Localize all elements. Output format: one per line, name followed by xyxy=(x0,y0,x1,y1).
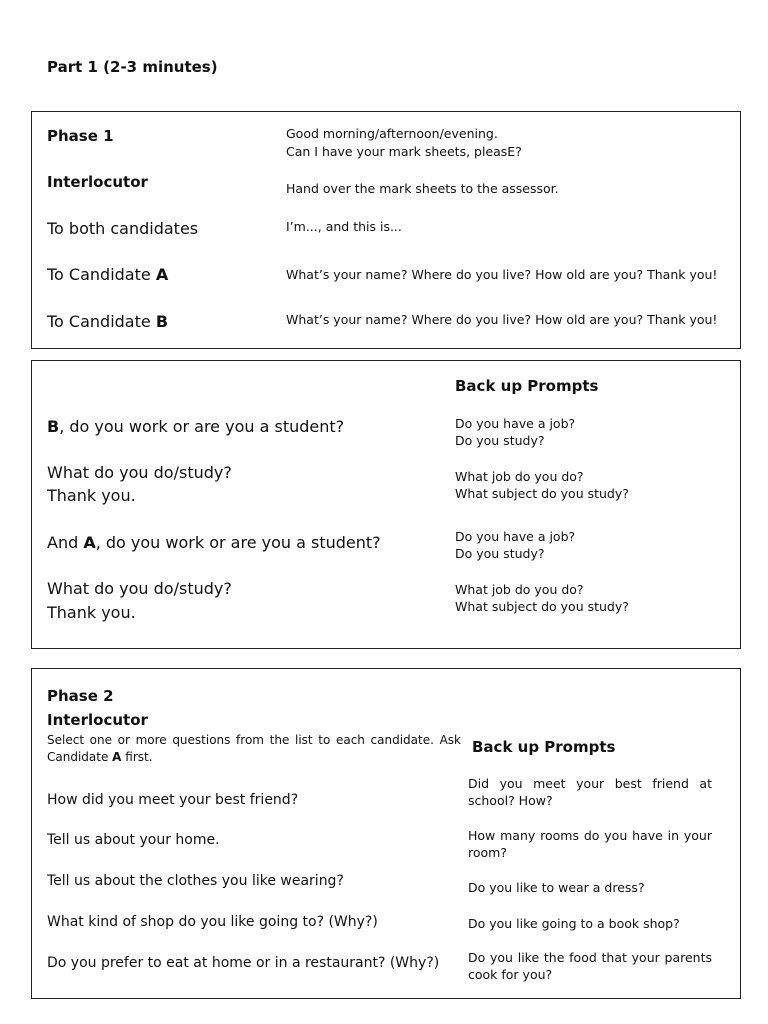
greeting-line1: Good morning/afternoon/evening. xyxy=(286,126,498,141)
page-title: Part 1 (2-3 minutes) xyxy=(47,58,218,76)
question-do-study: What do you do/study? xyxy=(47,463,232,482)
backup-prompts-heading: Back up Prompts xyxy=(472,738,616,756)
question-eat: Do you prefer to eat at home or in a restaurant? (Why?) xyxy=(47,955,440,971)
prompt-book-shop: Do you like going to a book shop? xyxy=(468,916,680,931)
prompt-rooms: How many rooms do you have in your room? xyxy=(468,828,712,860)
question-shop: What kind of shop do you like going to? (Why?) xyxy=(47,914,378,930)
question-home: Tell us about your home. xyxy=(47,832,220,848)
backup-prompts-heading: Back up Prompts xyxy=(455,377,599,395)
candidate-b-label: To Candidate B xyxy=(47,312,169,331)
prompt-what-job: What job do you do? xyxy=(455,469,584,484)
prompt-best-friend: Did you meet your best friend at school? How? xyxy=(468,776,712,808)
prompt-what-subject: What subject do you study? xyxy=(455,486,629,501)
work-study-box xyxy=(31,360,741,649)
phase2-heading: Phase 2 xyxy=(47,687,114,705)
handover-text: Hand over the mark sheets to the assessor. xyxy=(286,181,559,196)
candidate-a-text: What’s your name? Where do you live? How old are you? Thank you! xyxy=(286,267,718,282)
prompt-study: Do you study? xyxy=(455,546,545,561)
phase2-instructions: Select one or more questions from the list to each candidate. Ask Candidate A first. xyxy=(47,733,461,764)
question-do-study: What do you do/study? xyxy=(47,579,232,598)
prompt-job: Do you have a job? xyxy=(455,416,576,431)
question-clothes: Tell us about the clothes you like wearing? xyxy=(47,873,344,889)
prompt-what-job: What job do you do? xyxy=(455,582,584,597)
candidate-a-label: To Candidate A xyxy=(47,265,169,284)
prompt-job: Do you have a job? xyxy=(455,529,576,544)
greeting-line2: Can I have your mark sheets, pleasE? xyxy=(286,144,522,159)
prompt-what-subject: What subject do you study? xyxy=(455,599,629,614)
candidate-b-text: What’s your name? Where do you live? How old are you? Thank you! xyxy=(286,312,718,327)
thank-you: Thank you. xyxy=(47,486,136,505)
question-a-work: And A, do you work or are you a student? xyxy=(47,533,381,552)
both-candidates-text: I’m..., and this is... xyxy=(286,219,402,234)
phase1-heading: Phase 1 xyxy=(47,127,114,145)
prompt-dress: Do you like to wear a dress? xyxy=(468,880,645,895)
question-b-work: B, do you work or are you a student? xyxy=(47,417,345,436)
interlocutor-label: Interlocutor xyxy=(47,173,148,191)
both-candidates-label: To both candidates xyxy=(47,219,199,238)
prompt-food: Do you like the food that your parents cook for you? xyxy=(468,950,712,982)
question-best-friend: How did you meet your best friend? xyxy=(47,792,299,808)
thank-you: Thank you. xyxy=(47,603,136,622)
prompt-study: Do you study? xyxy=(455,433,545,448)
interlocutor-label: Interlocutor xyxy=(47,711,148,729)
